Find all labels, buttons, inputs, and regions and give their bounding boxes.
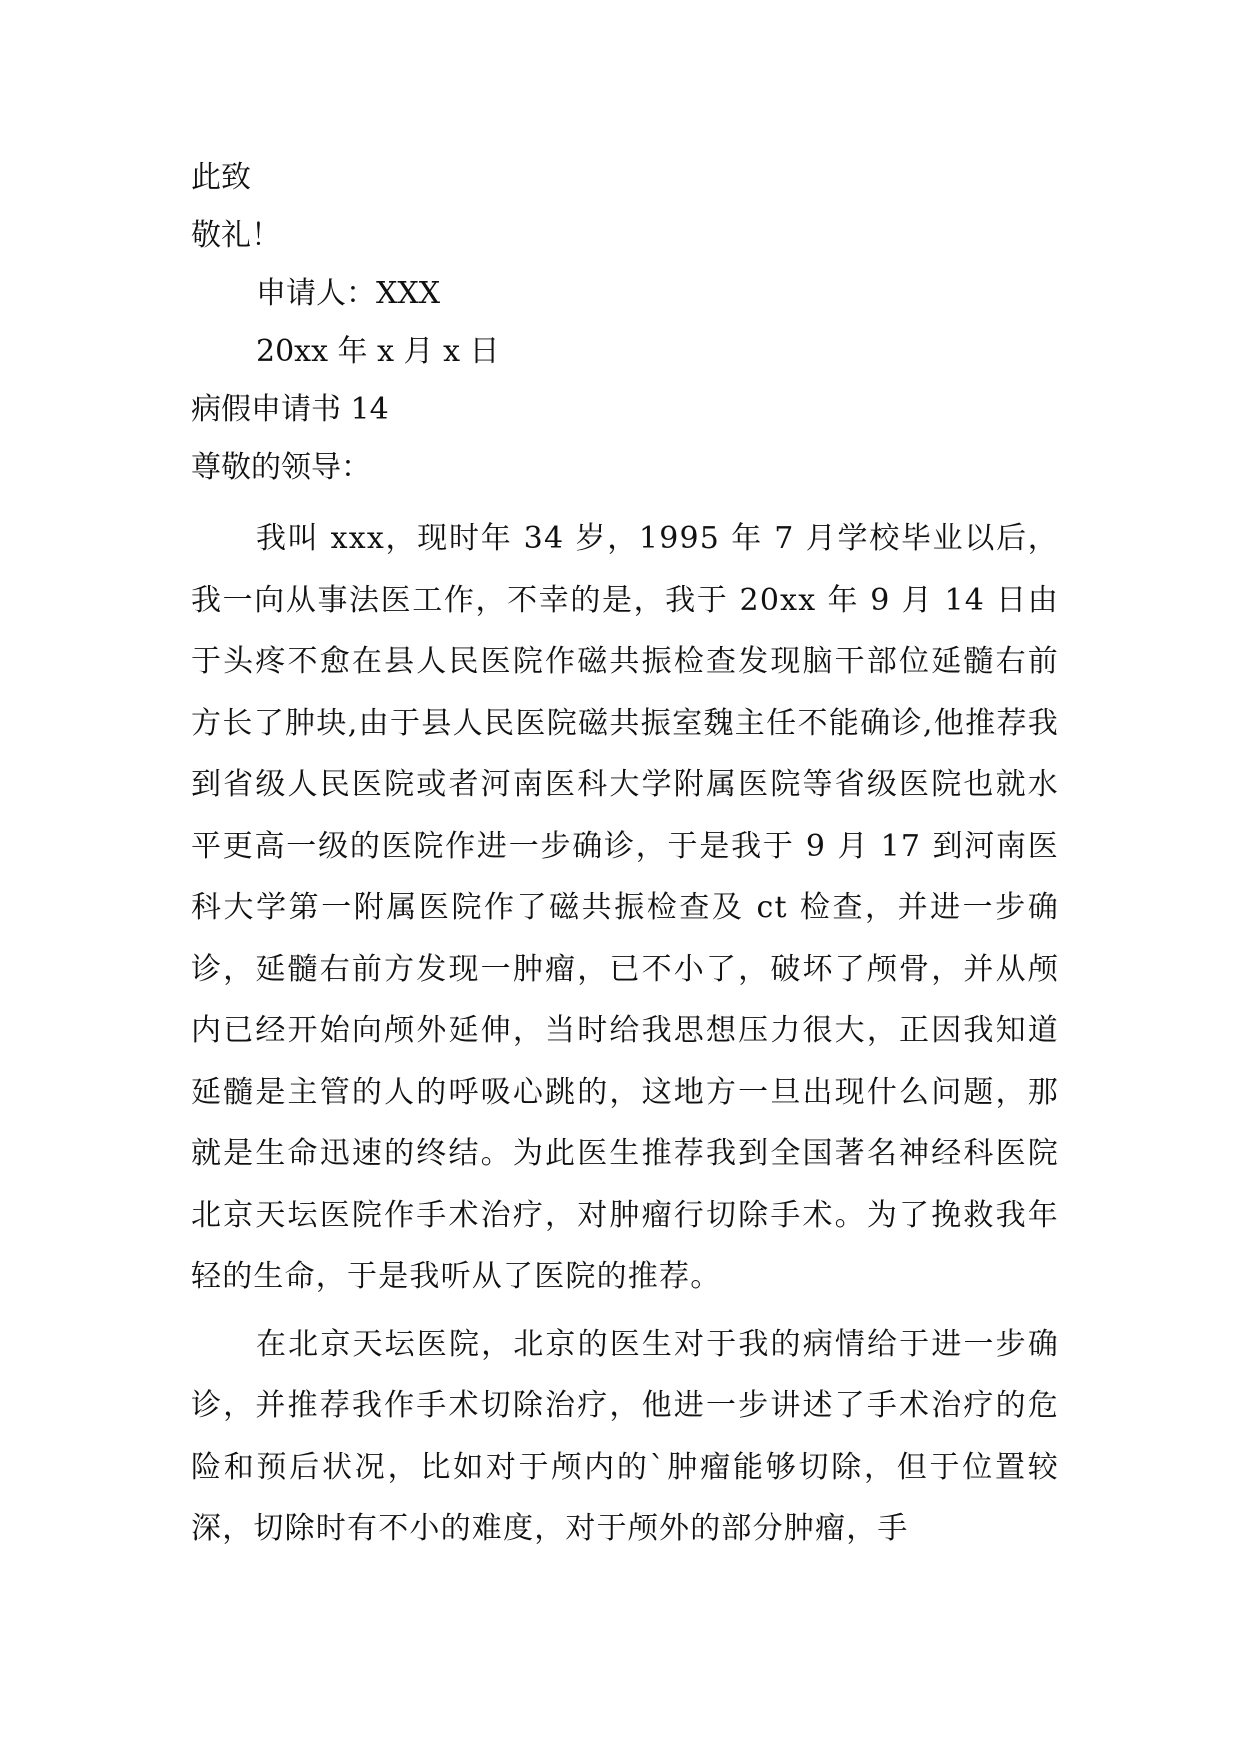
body-paragraph-1: 我叫 xxx，现时年 34 岁，1995 年 7 月学校毕业以后，我一向从事法医工作，不幸的是，我于 20xx 年 9 月 14 日由于头疼不愈在县人民医院作磁共振检查发现脑干部位延髓右前方长了肿块,由于县人民医院磁共振室魏主任不能确诊,他推荐我到省级人民医院或者河南医科大学附属医院等省级医院也就水平更高一级的医院作进一步确诊，于是我于 9 月 17 到河南医科大学第一附属医院作了磁共振检查及 ct 检查，并进一步确诊，延髓右前方发现一肿瘤，已不小了，破坏了颅骨，并从颅内已经开始向颅外延伸，当时给我思想压力很大，正因我知道延髓是主管的人的呼吸心跳的，这地方一旦出现什么问题，那就是生命迅速的终结。为此医生推荐我到全国著名神经科医院北京天坛医院作手术治疗，对肿瘤行切除手术。为了挽救我年轻的生命，于是我听从了医院的推荐。	[191, 521, 1059, 1294]
document-body	[191, 160, 1059, 1560]
body-paragraph-2: 在北京天坛医院，北京的医生对于我的病情给于进一步确诊，并推荐我作手术切除治疗，他进一步讲述了手术治疗的危险和预后状况，比如对于颅内的`肿瘤能够切除，但于位置较深，切除时有不小的难度，对于颅外的部分肿瘤，手	[191, 1326, 1059, 1546]
letter-date: 20xx 年 x 月 x 日	[256, 334, 500, 369]
applicant-signature: 申请人：XXX	[256, 276, 441, 311]
letter-body	[191, 508, 1059, 1560]
closing-line-2: 敬礼！	[191, 218, 281, 253]
salutation: 尊敬的领导：	[191, 450, 371, 485]
closing-line-1: 此致	[191, 160, 251, 195]
section-title: 病假申请书 14	[191, 392, 389, 427]
